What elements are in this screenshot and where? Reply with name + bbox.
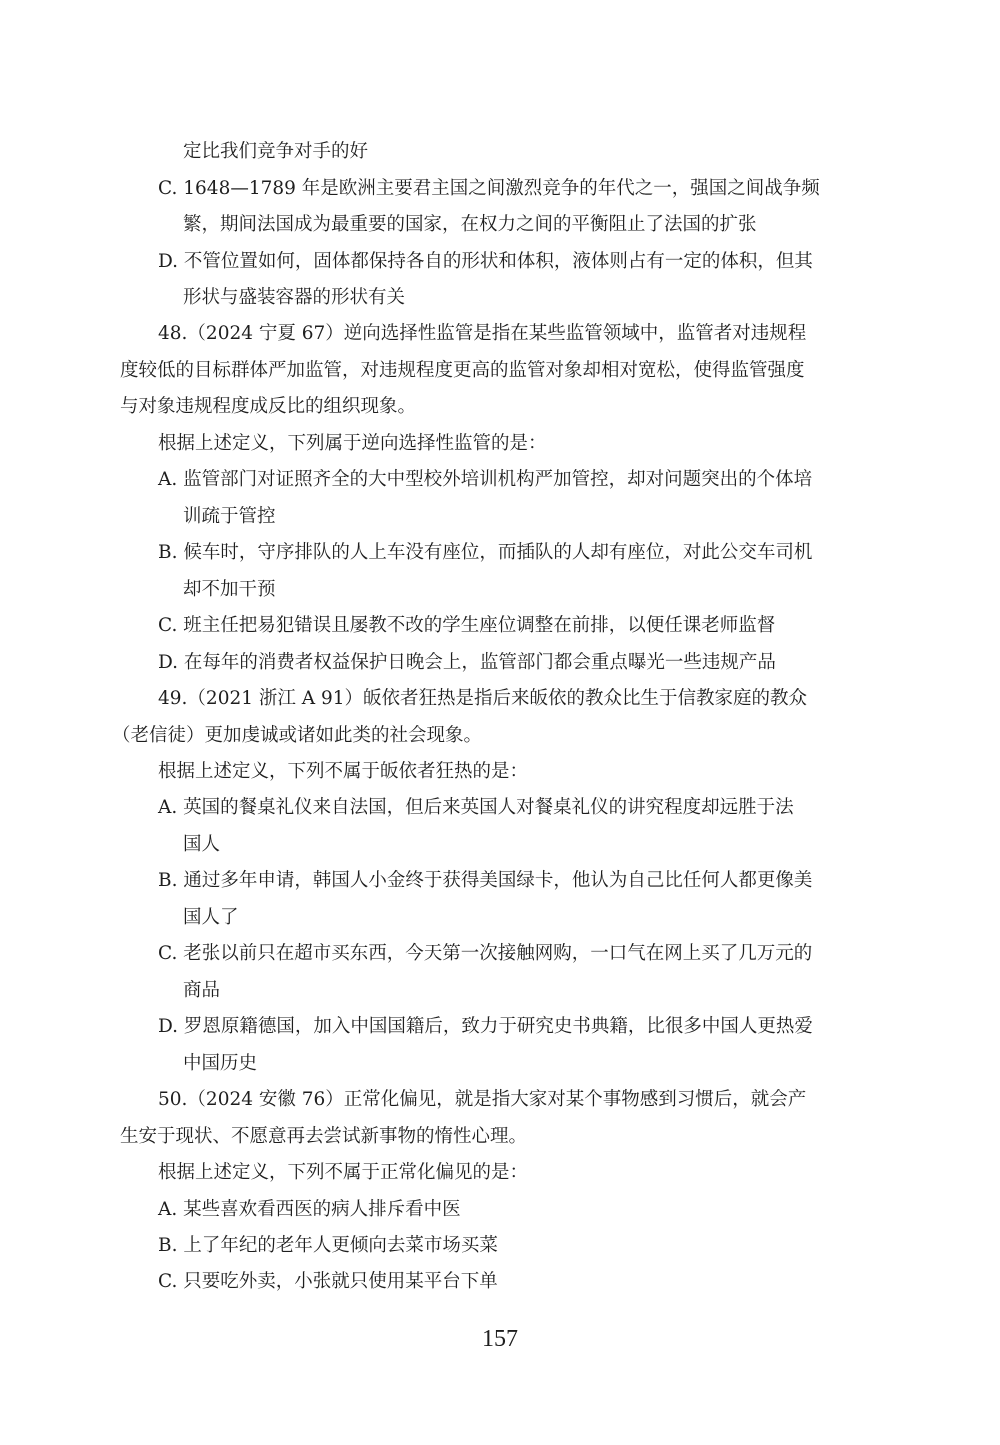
text-line: 国人了	[183, 907, 239, 928]
option-d: D. 不管位置如何，固体都保持各自的形状和体积，液体则占有一定的体积，但其	[158, 251, 813, 272]
text-line: 度较低的目标群体严加监管，对违规程度更高的监管对象却相对宽松，使得监管强度	[120, 360, 805, 381]
question-50: 50.（2024 安徽 76）正常化偏见，就是指大家对某个事物感到习惯后，就会产	[158, 1089, 807, 1110]
text-line: 国人	[183, 834, 221, 855]
text-line: 中国历史	[183, 1053, 258, 1074]
text-line: 形状与盛装容器的形状有关	[183, 287, 406, 308]
page-number: 157	[482, 1326, 518, 1352]
text-line: 繁，期间法国成为最重要的国家，在权力之间的平衡阻止了法国的扩张	[183, 214, 757, 235]
option-c: C. 1648—1789 年是欧洲主要君主国之间激烈竞争的年代之一，强国之间战争频	[158, 178, 820, 199]
option-d: D. 在每年的消费者权益保护日晚会上，监管部门都会重点曝光一些违规产品	[158, 652, 776, 673]
text-line: 生安于现状、不愿意再去尝试新事物的惰性心理。	[120, 1126, 528, 1147]
text-line: （老信徒）更加虔诚或诸如此类的社会现象。	[112, 725, 483, 746]
option-a: A. 监管部门对证照齐全的大中型校外培训机构严加管控，却对问题突出的个体培	[158, 469, 813, 490]
option-c: C. 班主任把易犯错误且屡教不改的学生座位调整在前排，以便任课老师监督	[158, 615, 776, 636]
question-48: 48.（2024 宁夏 67）逆向选择性监管是指在某些监管领域中，监管者对违规程	[158, 323, 807, 344]
question-prompt: 根据上述定义，下列不属于皈依者狂热的是：	[158, 761, 529, 782]
question-49: 49.（2021 浙江 A 91）皈依者狂热是指后来皈依的教众比生于信教家庭的教众	[158, 688, 808, 709]
question-prompt: 根据上述定义，下列不属于正常化偏见的是：	[158, 1162, 529, 1183]
option-a: A. 某些喜欢看西医的病人排斥看中医	[158, 1199, 461, 1220]
option-a: A. 英国的餐桌礼仪来自法国，但后来英国人对餐桌礼仪的讲究程度却远胜于法	[158, 797, 794, 818]
text-line: 定比我们竞争对手的好	[183, 141, 369, 162]
question-prompt: 根据上述定义，下列属于逆向选择性监管的是：	[158, 433, 547, 454]
option-b: B. 通过多年申请，韩国人小金终于获得美国绿卡，他认为自己比任何人都更像美	[158, 870, 813, 891]
option-c: C. 老张以前只在超市买东西，今天第一次接触网购，一口气在网上买了几万元的	[158, 943, 813, 964]
option-b: B. 候车时，守序排队的人上车没有座位，而插队的人却有座位，对此公交车司机	[158, 542, 813, 563]
option-c: C. 只要吃外卖，小张就只使用某平台下单	[158, 1271, 498, 1292]
text-line: 商品	[183, 980, 221, 1001]
option-d: D. 罗恩原籍德国，加入中国国籍后，致力于研究史书典籍，比很多中国人更热爱	[158, 1016, 813, 1037]
text-line: 却不加干预	[183, 579, 276, 600]
text-line: 与对象违规程度成反比的组织现象。	[120, 396, 417, 417]
text-line: 训疏于管控	[183, 506, 276, 527]
option-b: B. 上了年纪的老年人更倾向去菜市场买菜	[158, 1235, 498, 1256]
